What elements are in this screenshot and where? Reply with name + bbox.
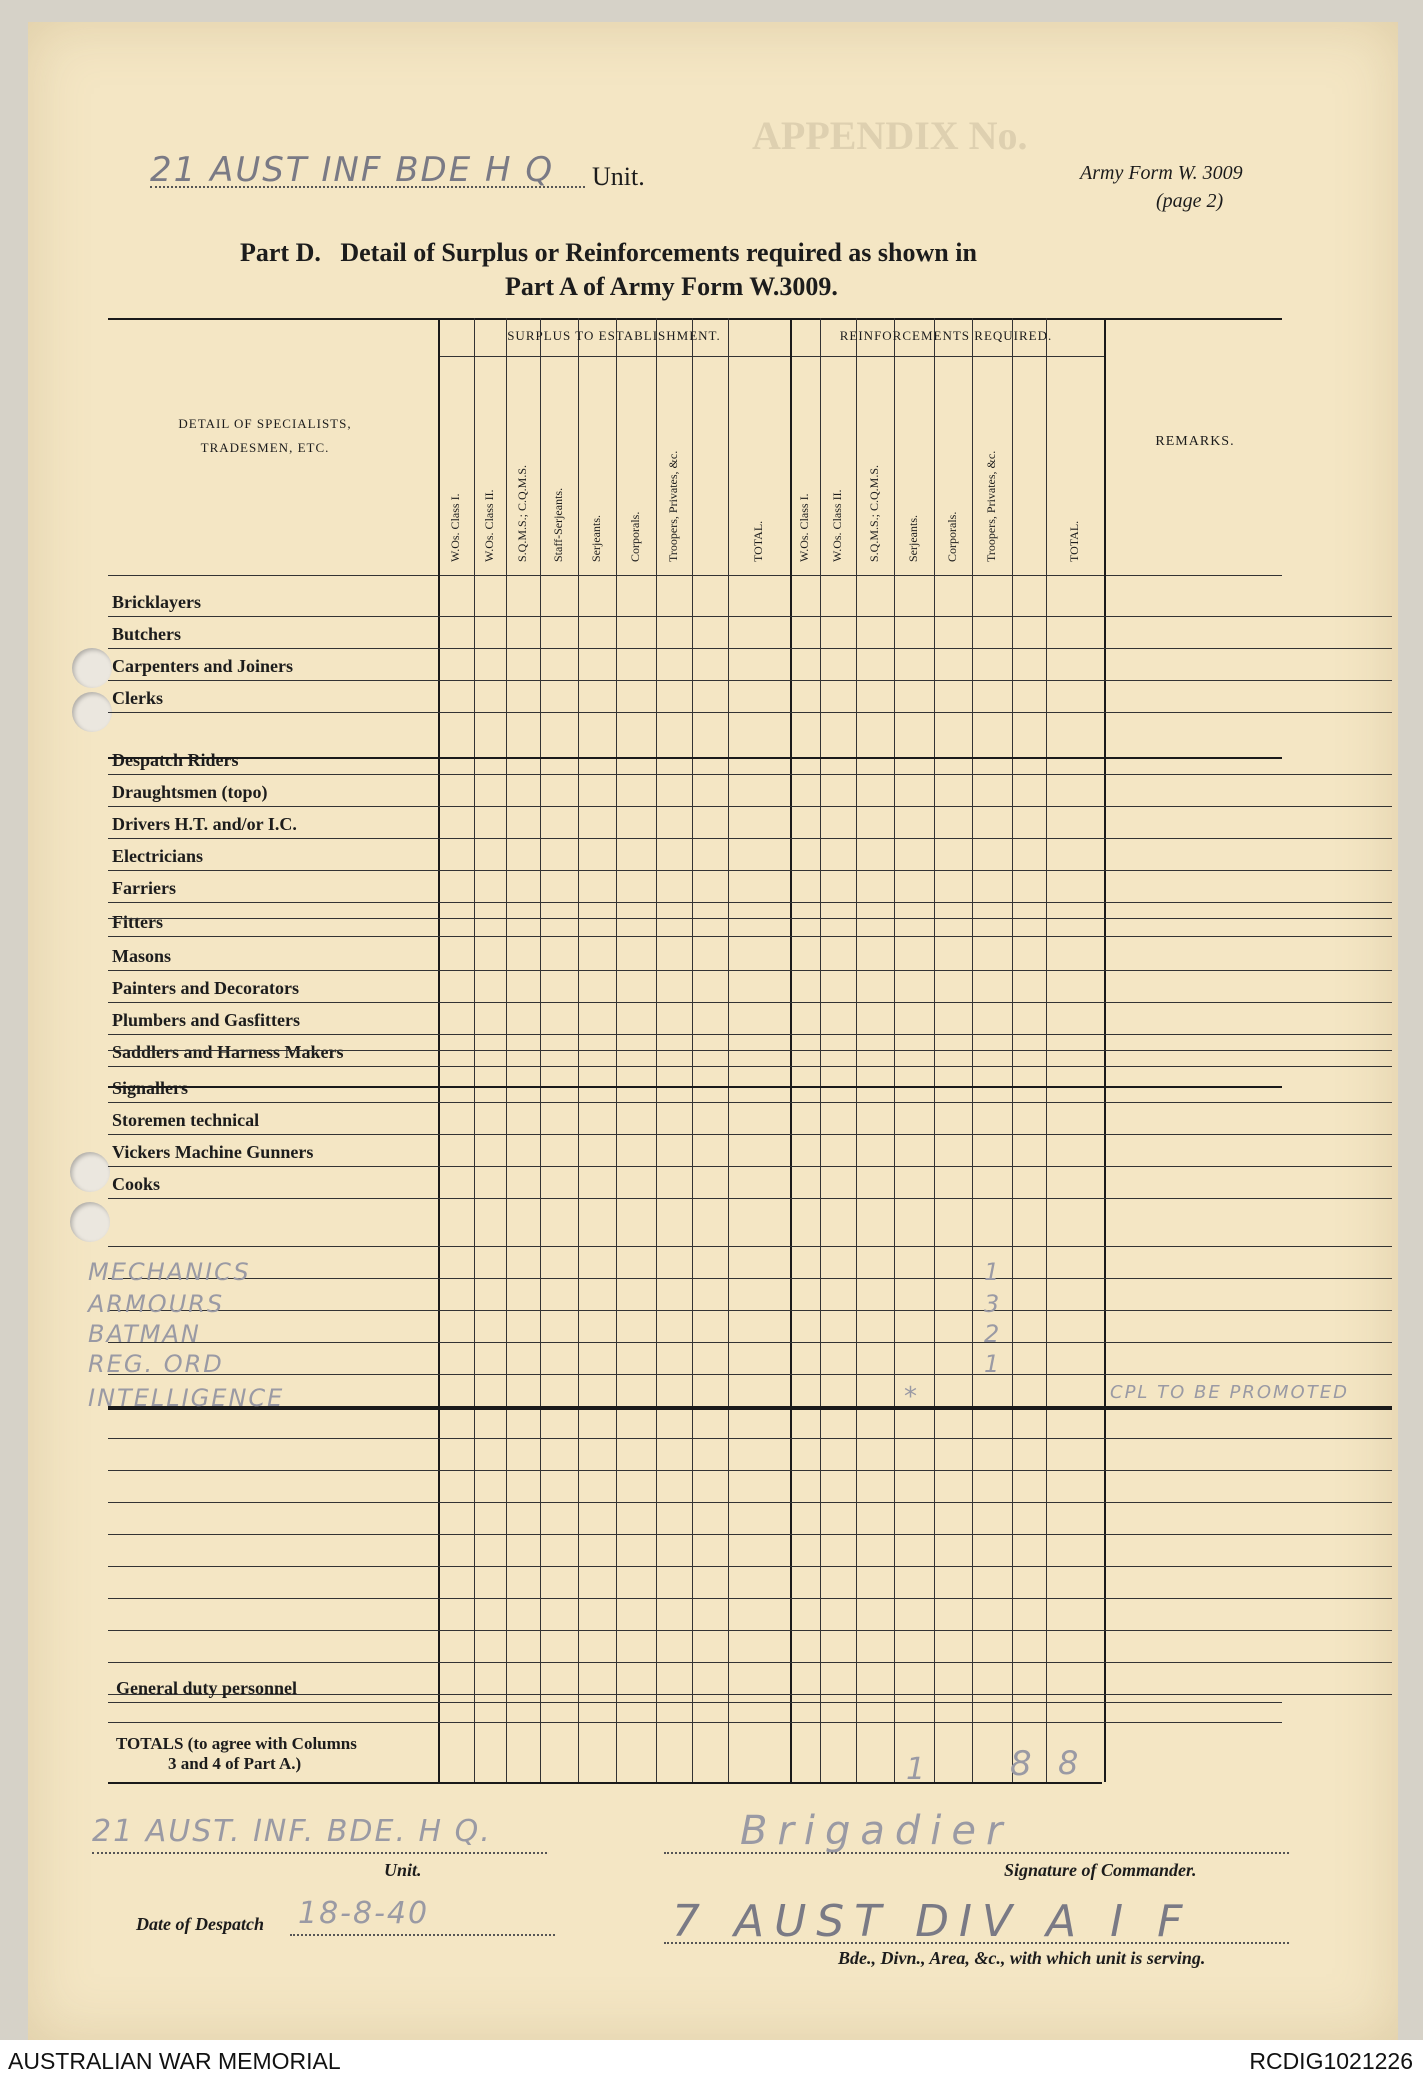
table-bottom-rule	[108, 1782, 1102, 1784]
form-title-line1: Part D. Detail of Surplus or Reinforcements required as shown in	[240, 238, 977, 267]
date-dotted-line	[290, 1934, 555, 1936]
blank-row-line	[108, 1310, 1392, 1311]
handwritten-row-intelligence: INTELLIGENCE	[88, 1384, 285, 1412]
blank-row-line	[108, 1278, 1392, 1279]
army-form-label: Army Form W. 3009	[1080, 162, 1243, 184]
trade-row-label: Fitters	[112, 912, 163, 932]
group-header-rule	[438, 356, 1104, 357]
serving-handwritten: 7 AUST DIV A I F	[672, 1896, 1193, 1947]
trade-row-label: Vickers Machine Gunners	[112, 1142, 314, 1162]
page-note: (page 2)	[1156, 190, 1224, 212]
totals-label-line1: TOTALS (to agree with Columns	[116, 1734, 357, 1753]
trade-row-label: Storemen technical	[112, 1110, 260, 1130]
date-label: Date of Despatch	[136, 1914, 264, 1934]
table-row-line	[108, 838, 1392, 839]
trade-row-label: Cooks	[112, 1174, 161, 1194]
blank-row-line	[108, 1342, 1392, 1343]
heavy-row-line	[108, 1408, 1392, 1410]
reinforcements-header: REINFORCEMENTS REQUIRED.	[839, 328, 1053, 343]
trade-row-label: Carpenters and Joiners	[112, 656, 293, 676]
handwritten-total-2: 8	[1010, 1744, 1034, 1784]
surplus-column-label: Corporals.	[628, 511, 642, 562]
table-row-line	[108, 616, 1392, 617]
group-separator	[108, 757, 1282, 759]
handwritten-intel-mark: *	[904, 1382, 919, 1412]
trade-row-label: Plumbers and Gasfitters	[112, 1010, 300, 1030]
reinforcement-column-label: Corporals.	[945, 511, 959, 562]
blank-row-line	[108, 1694, 1392, 1695]
handwritten-row-armours: ARMOURS	[88, 1290, 225, 1318]
table-row-line	[108, 1166, 1392, 1167]
trade-row-label: Masons	[112, 946, 172, 966]
blank-row-line	[108, 1246, 1392, 1247]
trade-row-label: Drivers H.T. and/or I.C.	[112, 814, 297, 834]
handwritten-row-batman: BATMAN	[88, 1320, 201, 1348]
group-separator	[108, 918, 1392, 919]
table-row-line	[108, 936, 1392, 937]
blank-row-line	[108, 1470, 1392, 1471]
handwritten-remark: CPL TO BE PROMOTED	[1110, 1382, 1349, 1403]
sig-unit-handwritten: 21 AUST. INF. BDE. H Q.	[92, 1814, 492, 1849]
trade-row-label: Painters and Decorators	[112, 978, 299, 998]
punch-hole	[72, 692, 112, 732]
footer-right: RCDIG1021226	[1249, 2048, 1413, 2074]
commander-label: Signature of Commander.	[1004, 1860, 1197, 1880]
surplus-column-label: Serjeants.	[589, 515, 603, 562]
punch-hole	[70, 1152, 110, 1192]
serving-dotted-line	[664, 1942, 1289, 1944]
trade-row-label: Despatch Riders	[112, 750, 239, 770]
sig-unit-dotted-line	[92, 1852, 547, 1854]
trade-row-label: Signallers	[112, 1078, 189, 1098]
archive-footer	[0, 2040, 1423, 2082]
table-row-line	[108, 712, 1392, 713]
table-row-line	[108, 680, 1392, 681]
table-row-line	[108, 1134, 1392, 1135]
reinforcement-column-label: Serjeants.	[906, 515, 920, 562]
table-row-line	[108, 902, 1392, 903]
detail-header-text: DETAIL OF SPECIALISTS, TRADESMEN, ETC.	[178, 416, 352, 455]
general-duty-label: General duty personnel	[116, 1678, 298, 1698]
surplus-column-label: Staff-Serjeants.	[551, 487, 565, 562]
form-title-line2: Part A of Army Form W.3009.	[505, 272, 838, 301]
trade-row-label: Saddlers and Harness Makers	[112, 1042, 344, 1062]
trade-row-label: Bricklayers	[112, 592, 201, 612]
table-row-line	[108, 774, 1392, 775]
surplus-column-label: Troopers, Privates, &c.	[666, 450, 680, 562]
surplus-column-label: W.Os. Class II.	[482, 489, 496, 562]
handwritten-row-mechanics: MECHANICS	[88, 1258, 251, 1286]
handwritten-row-reg-ord: REG. ORD	[88, 1350, 224, 1378]
commander-dotted-line	[664, 1852, 1289, 1854]
handwritten-privates-3: 2	[984, 1320, 1002, 1348]
reinforcement-column-label: W.Os. Class II.	[830, 489, 844, 562]
blank-row-line	[108, 1502, 1392, 1503]
group-separator	[108, 1050, 1392, 1051]
totals-label-line2: 3 and 4 of Part A.)	[168, 1754, 302, 1773]
table-row-line	[108, 1066, 1392, 1067]
blank-row-line	[108, 1534, 1392, 1535]
blank-row-line	[108, 1438, 1392, 1439]
trade-row-label: Electricians	[112, 846, 203, 866]
detail-header	[150, 412, 380, 460]
blank-row-line	[108, 1374, 1392, 1375]
reinforcement-column-label: TOTAL.	[1067, 520, 1081, 562]
handwritten-total-3: 8	[1058, 1744, 1081, 1782]
totals-top-line	[108, 1722, 1282, 1723]
table-row-line	[108, 1002, 1392, 1003]
blank-row-line	[108, 1566, 1392, 1567]
table-row-line	[108, 1102, 1392, 1103]
blank-row-line	[108, 1630, 1392, 1631]
handwritten-privates-2: 3	[984, 1290, 1002, 1318]
handwritten-total-1: 1	[906, 1752, 928, 1787]
blank-row-line	[108, 1662, 1392, 1663]
faded-appendix-stamp: APPENDIX No.	[752, 113, 1028, 158]
reinforcement-column-label: S.Q.M.S.; C.Q.M.S.	[867, 464, 881, 562]
group-separator	[108, 1086, 1282, 1088]
table-row-line	[108, 870, 1392, 871]
footer-left: AUSTRALIAN WAR MEMORIAL	[8, 2048, 341, 2074]
trade-row-label: Draughtsmen (topo)	[112, 782, 268, 802]
serving-label: Bde., Divn., Area, &c., with which unit is serving.	[838, 1948, 1206, 1968]
reinforcement-column-label: W.Os. Class I.	[797, 493, 811, 562]
commander-signature: Brigadier	[740, 1808, 1013, 1854]
table-row-line	[108, 1198, 1392, 1199]
table-row-line	[108, 648, 1392, 649]
unit-dotted-line	[150, 186, 585, 188]
reinforcement-column-label: Troopers, Privates, &c.	[984, 450, 998, 562]
remarks-header: REMARKS.	[1155, 434, 1235, 449]
date-handwritten: 18-8-40	[298, 1896, 430, 1931]
handwritten-privates-4: 1	[984, 1350, 1002, 1378]
trade-row-label: Clerks	[112, 688, 163, 708]
unit-handwritten: 21 AUST INF BDE H Q	[150, 150, 555, 190]
table-row-line	[108, 1034, 1392, 1035]
table-row-line	[108, 806, 1392, 807]
surplus-column-label: TOTAL.	[751, 520, 765, 562]
table-row-line	[108, 970, 1392, 971]
surplus-header: SURPLUS TO ESTABLISHMENT.	[507, 328, 721, 343]
blank-row-line	[108, 1598, 1392, 1599]
punch-hole	[72, 648, 112, 688]
surplus-column-label: S.Q.M.S.; C.Q.M.S.	[515, 464, 529, 562]
surplus-column-label: W.Os. Class I.	[448, 493, 462, 562]
punch-hole	[70, 1202, 110, 1242]
general-duty-line	[108, 1702, 1282, 1703]
unit-label: Unit.	[592, 162, 645, 191]
handwritten-privates-1: 1	[984, 1258, 1002, 1286]
trade-row-label: Butchers	[112, 624, 181, 644]
trade-row-label: Farriers	[112, 878, 176, 898]
sig-unit-label: Unit.	[384, 1860, 422, 1880]
